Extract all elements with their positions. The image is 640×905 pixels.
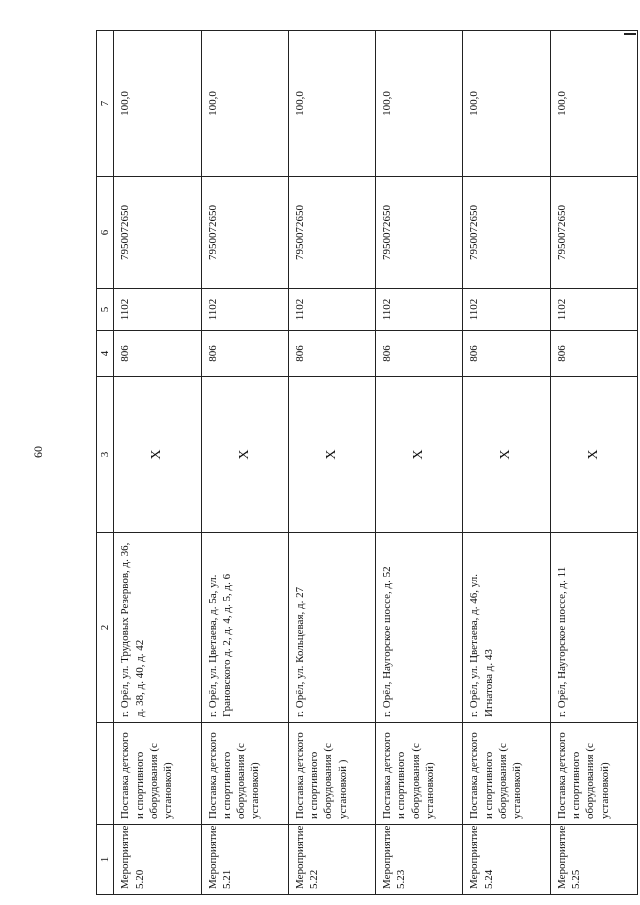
col-header-5: 5 [97,289,114,331]
cell-col4: 806 [376,331,463,377]
cell-col6: 7950072650 [114,177,201,289]
cell-col6: 7950072650 [550,177,637,289]
col-header-1: 1 [97,825,114,895]
budget-table [96,30,638,895]
event-description: Поставка детского и спортивного оборудования (с установкой) [376,723,463,825]
col-header-4: 4 [97,331,114,377]
cell-col7: 100,0 [376,31,463,177]
event-id: Мероприятие 5.25 [550,825,637,895]
cell-col3: X [288,377,375,533]
cell-col4: 806 [201,331,288,377]
cell-col5: 1102 [550,289,637,331]
event-address: г. Орёл, ул. Цветаева, д. 5а, ул. Грановского д. 2, д. 4, д. 5, д. 6 [201,533,288,723]
cell-col4: 806 [114,331,201,377]
event-id: Мероприятие 5.21 [201,825,288,895]
cell-col7: 100,0 [550,31,637,177]
event-id: Мероприятие 5.20 [114,825,201,895]
table-row [550,31,637,895]
table-row [463,31,550,895]
header-row [97,31,114,895]
col-header-7: 7 [97,31,114,177]
table-row [114,31,201,895]
event-address: г. Орёл, ул. Трудовых Резервов, д. 36, д. 38, д. 40, д. 42 [114,533,201,723]
table-row [201,31,288,895]
event-address: г. Орёл, ул. Кольцевая, д. 27 [288,533,375,723]
cell-col7: 100,0 [114,31,201,177]
cell-col4: 806 [463,331,550,377]
col-header-1b [97,723,114,825]
rotated-table-wrapper [96,31,638,895]
col-header-3: 3 [97,377,114,533]
event-id: Мероприятие 5.23 [376,825,463,895]
cell-col3: X [114,377,201,533]
cell-col3: X [376,377,463,533]
cell-col4: 806 [550,331,637,377]
cell-col6: 7950072650 [376,177,463,289]
col-header-6: 6 [97,177,114,289]
event-address: г. Орёл, Наугорское шоссе, д. 11 [550,533,637,723]
cell-col3: X [550,377,637,533]
event-description: Поставка детского и спортивного оборудования (с установкой ) [288,723,375,825]
cell-col7: 100,0 [288,31,375,177]
cell-col3: X [201,377,288,533]
event-id: Мероприятие 5.22 [288,825,375,895]
cell-col5: 1102 [288,289,375,331]
event-address: г. Орёл, Наугорское шоссе, д. 52 [376,533,463,723]
event-description: Поставка детского и спортивного оборудования (с установкой) [550,723,637,825]
event-address: г. Орёл, ул. Цветаева, д. 46, ул. Игнатова д. 43 [463,533,550,723]
cell-col7: 100,0 [463,31,550,177]
cell-col7: 100,0 [201,31,288,177]
table-row [376,31,463,895]
event-description: Поставка детского и спортивного оборудования (с установкой) [114,723,201,825]
event-description: Поставка детского и спортивного оборудования (с установкой) [463,723,550,825]
cell-col4: 806 [288,331,375,377]
cell-col6: 7950072650 [288,177,375,289]
cell-col5: 1102 [463,289,550,331]
col-header-2: 2 [97,533,114,723]
cell-col5: 1102 [114,289,201,331]
cell-col6: 7950072650 [201,177,288,289]
cell-col6: 7950072650 [463,177,550,289]
cell-col3: X [463,377,550,533]
cell-col5: 1102 [201,289,288,331]
table-row [288,31,375,895]
event-description: Поставка детского и спортивного оборудования (с установкой) [201,723,288,825]
page-number: 60 [31,446,45,458]
event-id: Мероприятие 5.24 [463,825,550,895]
cell-col5: 1102 [376,289,463,331]
